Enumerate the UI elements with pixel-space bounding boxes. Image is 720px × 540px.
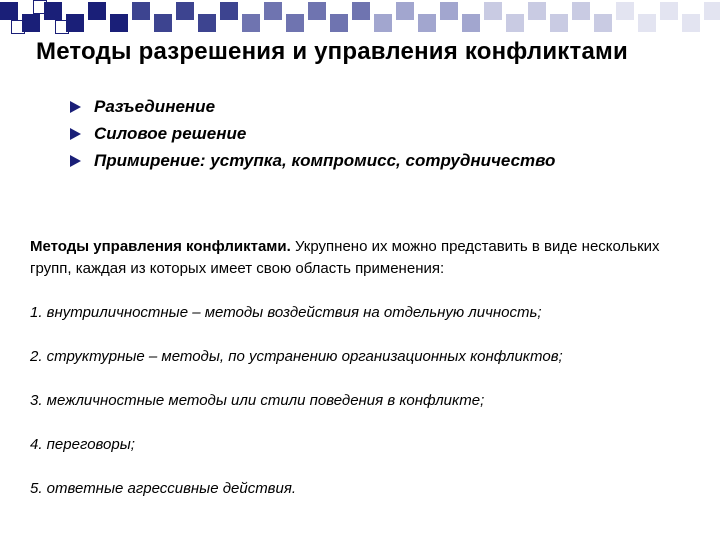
decorative-square bbox=[330, 14, 348, 32]
bullet-arrow-icon bbox=[70, 155, 81, 167]
decorative-square bbox=[308, 2, 326, 20]
bullet-text: Силовое решение bbox=[94, 124, 247, 143]
decorative-square bbox=[484, 2, 502, 20]
decorative-square bbox=[682, 14, 700, 32]
bullet-arrow-icon bbox=[70, 101, 81, 113]
decorative-square bbox=[638, 14, 656, 32]
decorative-square bbox=[396, 2, 414, 20]
decorative-square bbox=[242, 14, 260, 32]
bullet-item bbox=[70, 123, 670, 144]
decorative-square bbox=[616, 2, 634, 20]
decorative-square bbox=[286, 14, 304, 32]
decorative-square bbox=[594, 14, 612, 32]
slide-title: Методы разрешения и управления конфликтами bbox=[36, 38, 628, 65]
decorative-square bbox=[374, 14, 392, 32]
bullet-text: Разъединение bbox=[94, 97, 216, 116]
decorative-square bbox=[132, 2, 150, 20]
method-group-item: 4. переговоры; bbox=[30, 436, 135, 453]
decorative-square bbox=[0, 2, 18, 20]
method-group-item: 2. структурные – методы, по устранению организационных конфликтов; bbox=[30, 348, 563, 365]
decorative-square bbox=[22, 14, 40, 32]
intro-heading: Методы управления конфликтами. bbox=[30, 238, 291, 255]
bullet-list bbox=[70, 96, 670, 177]
method-group-item: 1. внутриличностные – методы воздействия на отдельную личность; bbox=[30, 304, 542, 321]
intro-paragraph bbox=[30, 236, 700, 280]
bullet-item bbox=[70, 96, 670, 117]
decorative-square bbox=[110, 14, 128, 32]
decorative-square bbox=[352, 2, 370, 20]
decorative-square bbox=[704, 2, 720, 20]
decorative-square bbox=[176, 2, 194, 20]
bullet-item bbox=[70, 150, 670, 171]
method-group-item: 3. межличностные методы или стили поведения в конфликте; bbox=[30, 392, 485, 409]
method-group-item: 5. ответные агрессивные действия. bbox=[30, 480, 297, 497]
decorative-square bbox=[44, 2, 62, 20]
decorative-square bbox=[550, 14, 568, 32]
bullet-text: Примирение: уступка, компромисс, сотрудничество bbox=[94, 151, 556, 170]
decorative-square-strip bbox=[0, 0, 720, 40]
methods-description bbox=[30, 236, 700, 500]
decorative-square bbox=[418, 14, 436, 32]
intro-text: Укрупнено их можно представить в виде нескольких групп, каждая из которых имеет свою область применения: bbox=[30, 238, 660, 277]
decorative-square bbox=[198, 14, 216, 32]
decorative-square bbox=[88, 2, 106, 20]
decorative-square bbox=[462, 14, 480, 32]
decorative-square bbox=[528, 2, 546, 20]
bullet-arrow-icon bbox=[70, 128, 81, 140]
decorative-square bbox=[506, 14, 524, 32]
decorative-square bbox=[264, 2, 282, 20]
decorative-square bbox=[572, 2, 590, 20]
decorative-square bbox=[154, 14, 172, 32]
decorative-square bbox=[220, 2, 238, 20]
decorative-square bbox=[440, 2, 458, 20]
decorative-square bbox=[660, 2, 678, 20]
decorative-square bbox=[66, 14, 84, 32]
